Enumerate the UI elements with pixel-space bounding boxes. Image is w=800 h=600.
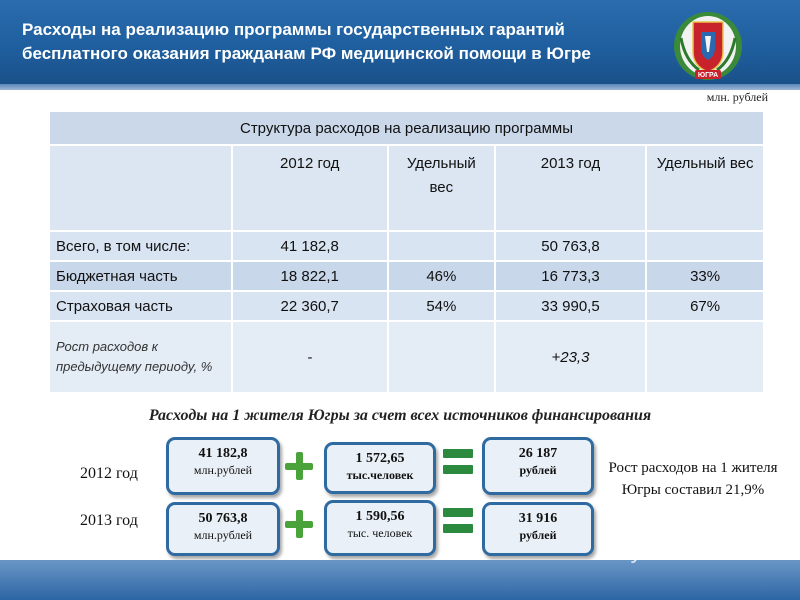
per-capita-unit: рублей — [519, 463, 557, 477]
share-2012 — [388, 231, 495, 261]
population-box-2012 — [324, 442, 436, 494]
page-title — [22, 18, 642, 66]
total-expense-unit: млн.рублей — [193, 528, 253, 542]
watermark: MyShared — [610, 537, 724, 564]
total-expense-value: 41 182,8 — [198, 446, 248, 461]
divide-sign-icon — [285, 510, 313, 538]
value-2012: 18 822,1 — [232, 261, 388, 291]
population-box-2013 — [324, 500, 436, 556]
share-2013: 33% — [646, 261, 764, 291]
row-label: Рост расходов к предыдущему периоду, % — [49, 321, 232, 393]
expense-structure-table — [48, 110, 765, 394]
total-expense-box-2013 — [166, 502, 280, 556]
header-stripe — [0, 84, 800, 90]
share-2012 — [388, 321, 495, 393]
share-2012: 46% — [388, 261, 495, 291]
share-2013: 67% — [646, 291, 764, 321]
share-2013 — [646, 321, 764, 393]
value-2013: 50 763,8 — [495, 231, 646, 261]
value-2013: +23,3 — [495, 321, 646, 393]
value-2012: 41 182,8 — [232, 231, 388, 261]
value-2012: - — [232, 321, 388, 393]
population-unit: тыс.человек — [346, 468, 414, 482]
table-header-row — [49, 145, 764, 231]
svg-text:ЮГРА: ЮГРА — [697, 72, 719, 79]
year-label-2013: 2013 год — [80, 512, 138, 529]
page-title-line-1: Расходы на реализацию программы государственных гарантий — [22, 20, 565, 39]
header-cell-empty — [49, 145, 232, 231]
table-row-budget — [49, 261, 764, 291]
per-capita-box-2013 — [482, 502, 594, 556]
unit-label: млн. рублей — [706, 90, 768, 104]
row-label: Страховая часть — [49, 291, 232, 321]
value-2012: 22 360,7 — [232, 291, 388, 321]
growth-note: Рост расходов на 1 жителя Югры составил 21,9% — [608, 460, 778, 498]
footer-bar — [0, 560, 800, 600]
table-title: Структура расходов на реализацию программы — [49, 111, 764, 145]
total-expense-box-2012 — [166, 437, 280, 495]
header-share-2012: Удельный вес — [388, 145, 495, 231]
population-value: 1 590,56 — [355, 509, 405, 524]
equals-sign-icon — [443, 449, 473, 475]
per-capita-box-2012 — [482, 437, 594, 495]
header-2012: 2012 год — [232, 145, 388, 231]
per-capita-unit: рублей — [519, 528, 557, 542]
total-expense-unit: млн.рублей — [193, 463, 253, 477]
page-title-line-2: бесплатного оказания гражданам РФ медицинской помощи в Югре — [22, 44, 591, 63]
population-unit: тыс. человек — [347, 526, 413, 540]
coat-of-arms-icon — [671, 8, 745, 82]
divide-sign-icon — [285, 452, 313, 480]
row-label: Бюджетная часть — [49, 261, 232, 291]
population-value: 1 572,65 — [355, 451, 405, 466]
header-share-2013: Удельный вес — [646, 145, 764, 231]
value-2013: 16 773,3 — [495, 261, 646, 291]
table-row-insurance — [49, 291, 764, 321]
share-2012: 54% — [388, 291, 495, 321]
equals-sign-icon — [443, 508, 473, 534]
total-expense-value: 50 763,8 — [198, 511, 248, 526]
table-row-total — [49, 231, 764, 261]
table-row-growth — [49, 321, 764, 393]
value-2013: 33 990,5 — [495, 291, 646, 321]
per-capita-title: Расходы на 1 жителя Югры за счет всех источников финансирования — [148, 407, 652, 424]
per-capita-value: 26 187 — [518, 446, 558, 461]
row-label: Всего, в том числе: — [49, 231, 232, 261]
year-label-2012: 2012 год — [80, 465, 138, 482]
header-2013: 2013 год — [495, 145, 646, 231]
share-2013 — [646, 231, 764, 261]
per-capita-value: 31 916 — [518, 511, 558, 526]
